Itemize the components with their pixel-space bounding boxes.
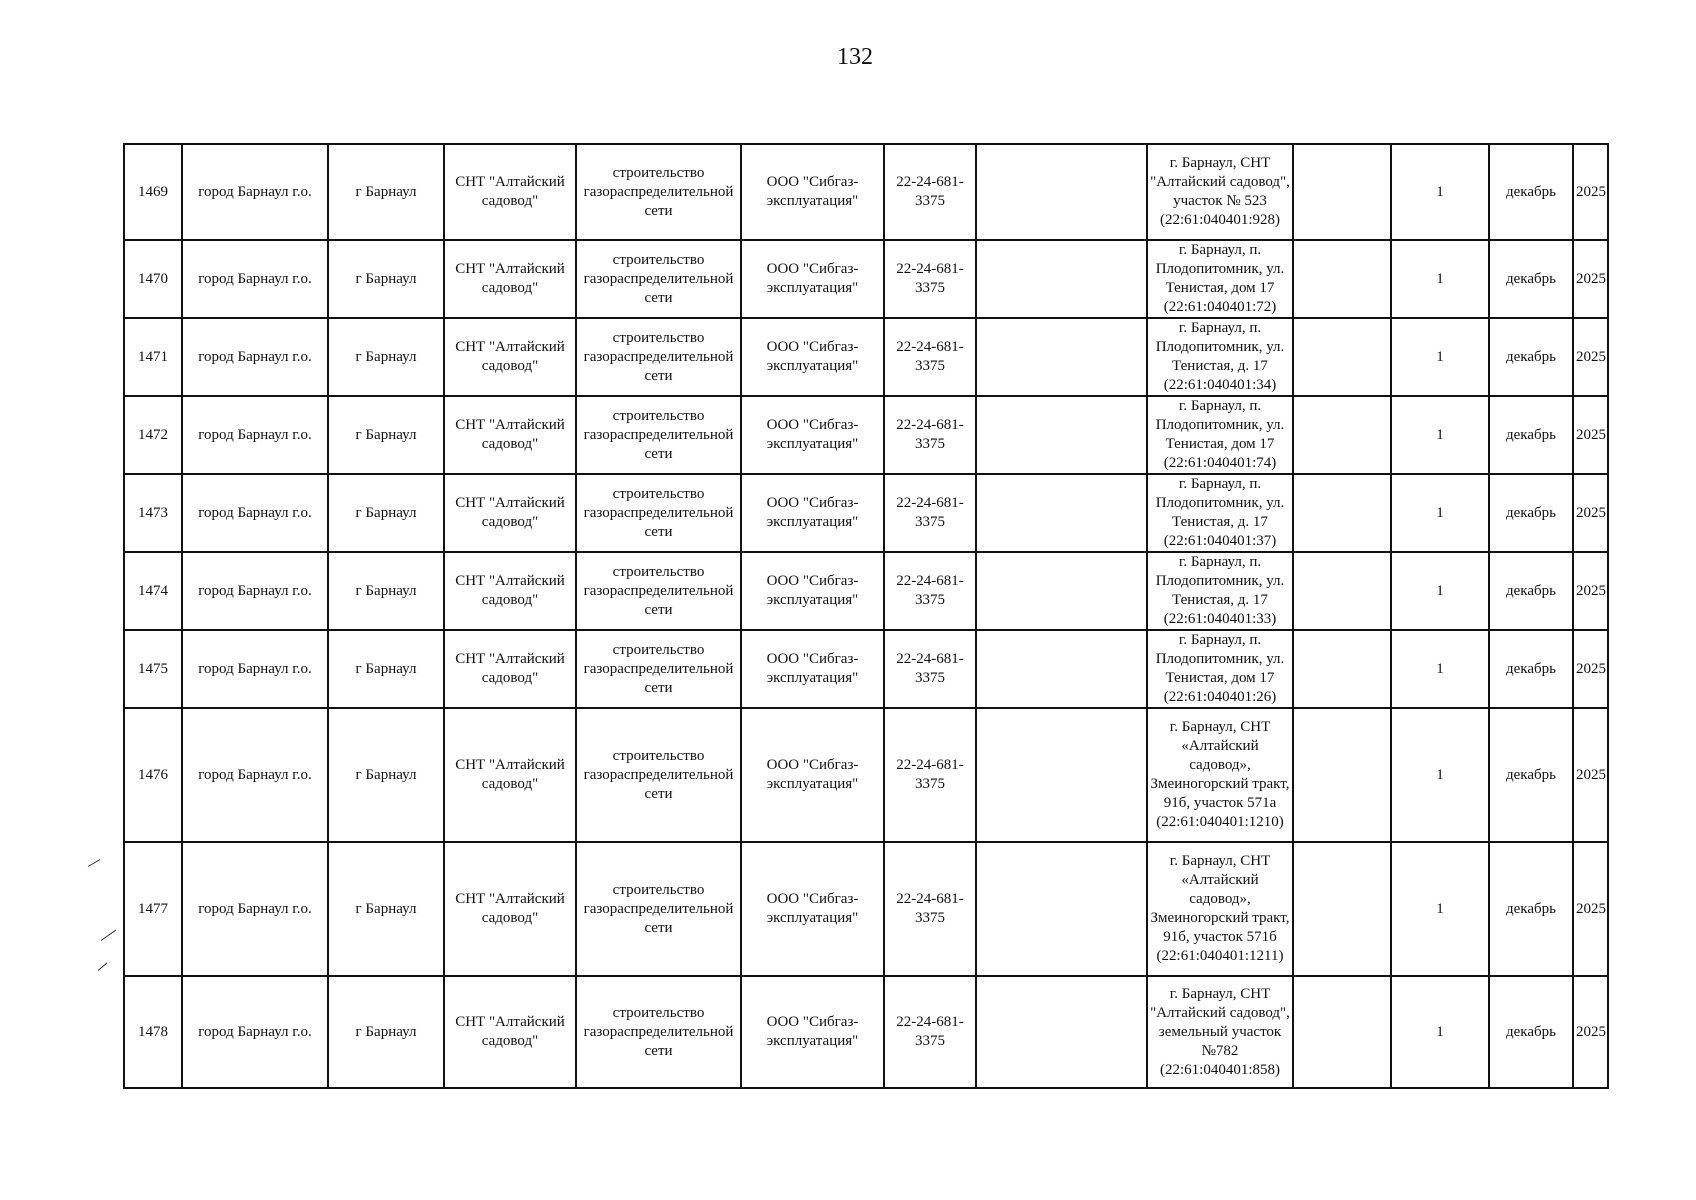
month-cell: декабрь (1489, 842, 1573, 976)
row-number-cell: 1475 (124, 630, 182, 708)
quantity-cell: 1 (1391, 630, 1489, 708)
empty-cell-2 (1293, 976, 1391, 1088)
table-row (124, 630, 1608, 708)
address-cell: г. Барнаул, СНТ "Алтайский садовод", земельный участок №782 (22:61:040401:858) (1147, 976, 1293, 1088)
object-cell: СНТ "Алтайский садовод" (444, 240, 576, 318)
object-cell: СНТ "Алтайский садовод" (444, 318, 576, 396)
year-cell: 2025 (1573, 144, 1608, 240)
quantity-cell: 1 (1391, 708, 1489, 842)
year-cell: 2025 (1573, 474, 1608, 552)
empty-cell (976, 318, 1147, 396)
row-number-cell: 1478 (124, 976, 182, 1088)
locality-cell: г Барнаул (328, 474, 444, 552)
code-cell: 22-24-681-3375 (884, 708, 976, 842)
year-cell: 2025 (1573, 976, 1608, 1088)
month-cell: декабрь (1489, 976, 1573, 1088)
code-cell: 22-24-681-3375 (884, 474, 976, 552)
address-cell: г. Барнаул, п. Плодопитомник, ул. Тенистая, дом 17 (22:61:040401:74) (1147, 396, 1293, 474)
month-cell: декабрь (1489, 630, 1573, 708)
register-table (123, 143, 1609, 1089)
address-cell: г. Барнаул, СНТ «Алтайский садовод», Змеиногорский тракт, 91б, участок 571б (22:61:040401:1211) (1147, 842, 1293, 976)
locality-cell: г Барнаул (328, 976, 444, 1088)
year-cell: 2025 (1573, 630, 1608, 708)
address-cell: г. Барнаул, СНТ "Алтайский садовод", участок № 523 (22:61:040401:928) (1147, 144, 1293, 240)
empty-cell-2 (1293, 552, 1391, 630)
district-cell: город Барнаул г.о. (182, 976, 328, 1088)
table-row (124, 240, 1608, 318)
object-cell: СНТ "Алтайский садовод" (444, 552, 576, 630)
locality-cell: г Барнаул (328, 240, 444, 318)
address-cell: г. Барнаул, п. Плодопитомник, ул. Тенистая, д. 17 (22:61:040401:34) (1147, 318, 1293, 396)
object-cell: СНТ "Алтайский садовод" (444, 708, 576, 842)
row-number-cell: 1471 (124, 318, 182, 396)
district-cell: город Барнаул г.о. (182, 240, 328, 318)
empty-cell (976, 842, 1147, 976)
district-cell: город Барнаул г.о. (182, 552, 328, 630)
empty-cell (976, 976, 1147, 1088)
work-type-cell: строительство газораспределительной сети (576, 708, 741, 842)
month-cell: декабрь (1489, 552, 1573, 630)
table-row (124, 144, 1608, 240)
locality-cell: г Барнаул (328, 396, 444, 474)
row-number-cell: 1470 (124, 240, 182, 318)
month-cell: декабрь (1489, 396, 1573, 474)
organization-cell: ООО "Сибгаз-эксплуатация" (741, 240, 884, 318)
code-cell: 22-24-681-3375 (884, 552, 976, 630)
locality-cell: г Барнаул (328, 552, 444, 630)
empty-cell-2 (1293, 630, 1391, 708)
empty-cell (976, 708, 1147, 842)
address-cell: г. Барнаул, п. Плодопитомник, ул. Тенистая, д. 17 (22:61:040401:33) (1147, 552, 1293, 630)
locality-cell: г Барнаул (328, 842, 444, 976)
year-cell: 2025 (1573, 708, 1608, 842)
table-row (124, 474, 1608, 552)
year-cell: 2025 (1573, 552, 1608, 630)
table-row (124, 396, 1608, 474)
district-cell: город Барнаул г.о. (182, 144, 328, 240)
month-cell: декабрь (1489, 144, 1573, 240)
object-cell: СНТ "Алтайский садовод" (444, 396, 576, 474)
quantity-cell: 1 (1391, 240, 1489, 318)
month-cell: декабрь (1489, 708, 1573, 842)
work-type-cell: строительство газораспределительной сети (576, 240, 741, 318)
district-cell: город Барнаул г.о. (182, 842, 328, 976)
work-type-cell: строительство газораспределительной сети (576, 474, 741, 552)
quantity-cell: 1 (1391, 976, 1489, 1088)
code-cell: 22-24-681-3375 (884, 842, 976, 976)
work-type-cell: строительство газораспределительной сети (576, 630, 741, 708)
quantity-cell: 1 (1391, 318, 1489, 396)
locality-cell: г Барнаул (328, 144, 444, 240)
row-number-cell: 1469 (124, 144, 182, 240)
month-cell: декабрь (1489, 318, 1573, 396)
table-row (124, 842, 1608, 976)
object-cell: СНТ "Алтайский садовод" (444, 144, 576, 240)
empty-cell-2 (1293, 144, 1391, 240)
object-cell: СНТ "Алтайский садовод" (444, 842, 576, 976)
object-cell: СНТ "Алтайский садовод" (444, 630, 576, 708)
empty-cell-2 (1293, 708, 1391, 842)
month-cell: декабрь (1489, 240, 1573, 318)
empty-cell (976, 552, 1147, 630)
table-row (124, 318, 1608, 396)
row-number-cell: 1473 (124, 474, 182, 552)
row-number-cell: 1476 (124, 708, 182, 842)
work-type-cell: строительство газораспределительной сети (576, 318, 741, 396)
year-cell: 2025 (1573, 396, 1608, 474)
organization-cell: ООО "Сибгаз-эксплуатация" (741, 144, 884, 240)
year-cell: 2025 (1573, 842, 1608, 976)
empty-cell-2 (1293, 396, 1391, 474)
organization-cell: ООО "Сибгаз-эксплуатация" (741, 552, 884, 630)
empty-cell-2 (1293, 240, 1391, 318)
quantity-cell: 1 (1391, 396, 1489, 474)
work-type-cell: строительство газораспределительной сети (576, 552, 741, 630)
object-cell: СНТ "Алтайский садовод" (444, 976, 576, 1088)
table-row (124, 976, 1608, 1088)
empty-cell-2 (1293, 842, 1391, 976)
locality-cell: г Барнаул (328, 708, 444, 842)
quantity-cell: 1 (1391, 144, 1489, 240)
register-body (124, 144, 1608, 1088)
quantity-cell: 1 (1391, 552, 1489, 630)
district-cell: город Барнаул г.о. (182, 318, 328, 396)
year-cell: 2025 (1573, 240, 1608, 318)
code-cell: 22-24-681-3375 (884, 630, 976, 708)
work-type-cell: строительство газораспределительной сети (576, 842, 741, 976)
work-type-cell: строительство газораспределительной сети (576, 396, 741, 474)
organization-cell: ООО "Сибгаз-эксплуатация" (741, 474, 884, 552)
code-cell: 22-24-681-3375 (884, 318, 976, 396)
quantity-cell: 1 (1391, 842, 1489, 976)
district-cell: город Барнаул г.о. (182, 708, 328, 842)
district-cell: город Барнаул г.о. (182, 474, 328, 552)
district-cell: город Барнаул г.о. (182, 396, 328, 474)
locality-cell: г Барнаул (328, 630, 444, 708)
row-number-cell: 1474 (124, 552, 182, 630)
empty-cell (976, 630, 1147, 708)
quantity-cell: 1 (1391, 474, 1489, 552)
district-cell: город Барнаул г.о. (182, 630, 328, 708)
month-cell: декабрь (1489, 474, 1573, 552)
empty-cell (976, 474, 1147, 552)
scan-artifact (88, 859, 101, 867)
code-cell: 22-24-681-3375 (884, 396, 976, 474)
work-type-cell: строительство газораспределительной сети (576, 144, 741, 240)
code-cell: 22-24-681-3375 (884, 144, 976, 240)
empty-cell (976, 396, 1147, 474)
work-type-cell: строительство газораспределительной сети (576, 976, 741, 1088)
year-cell: 2025 (1573, 318, 1608, 396)
address-cell: г. Барнаул, СНТ «Алтайский садовод», Змеиногорский тракт, 91б, участок 571а (22:61:040401:1210) (1147, 708, 1293, 842)
address-cell: г. Барнаул, п. Плодопитомник, ул. Тенистая, дом 17 (22:61:040401:72) (1147, 240, 1293, 318)
locality-cell: г Барнаул (328, 318, 444, 396)
organization-cell: ООО "Сибгаз-эксплуатация" (741, 976, 884, 1088)
address-cell: г. Барнаул, п. Плодопитомник, ул. Тенистая, дом 17 (22:61:040401:26) (1147, 630, 1293, 708)
scan-artifact (98, 962, 108, 970)
empty-cell-2 (1293, 474, 1391, 552)
organization-cell: ООО "Сибгаз-эксплуатация" (741, 318, 884, 396)
organization-cell: ООО "Сибгаз-эксплуатация" (741, 708, 884, 842)
empty-cell (976, 240, 1147, 318)
organization-cell: ООО "Сибгаз-эксплуатация" (741, 842, 884, 976)
empty-cell-2 (1293, 318, 1391, 396)
row-number-cell: 1472 (124, 396, 182, 474)
row-number-cell: 1477 (124, 842, 182, 976)
table-row (124, 552, 1608, 630)
code-cell: 22-24-681-3375 (884, 240, 976, 318)
organization-cell: ООО "Сибгаз-эксплуатация" (741, 396, 884, 474)
table-row (124, 708, 1608, 842)
object-cell: СНТ "Алтайский садовод" (444, 474, 576, 552)
empty-cell (976, 144, 1147, 240)
scan-artifact (101, 930, 116, 941)
page-number: 132 (837, 44, 873, 70)
address-cell: г. Барнаул, п. Плодопитомник, ул. Тенистая, д. 17 (22:61:040401:37) (1147, 474, 1293, 552)
code-cell: 22-24-681-3375 (884, 976, 976, 1088)
organization-cell: ООО "Сибгаз-эксплуатация" (741, 630, 884, 708)
